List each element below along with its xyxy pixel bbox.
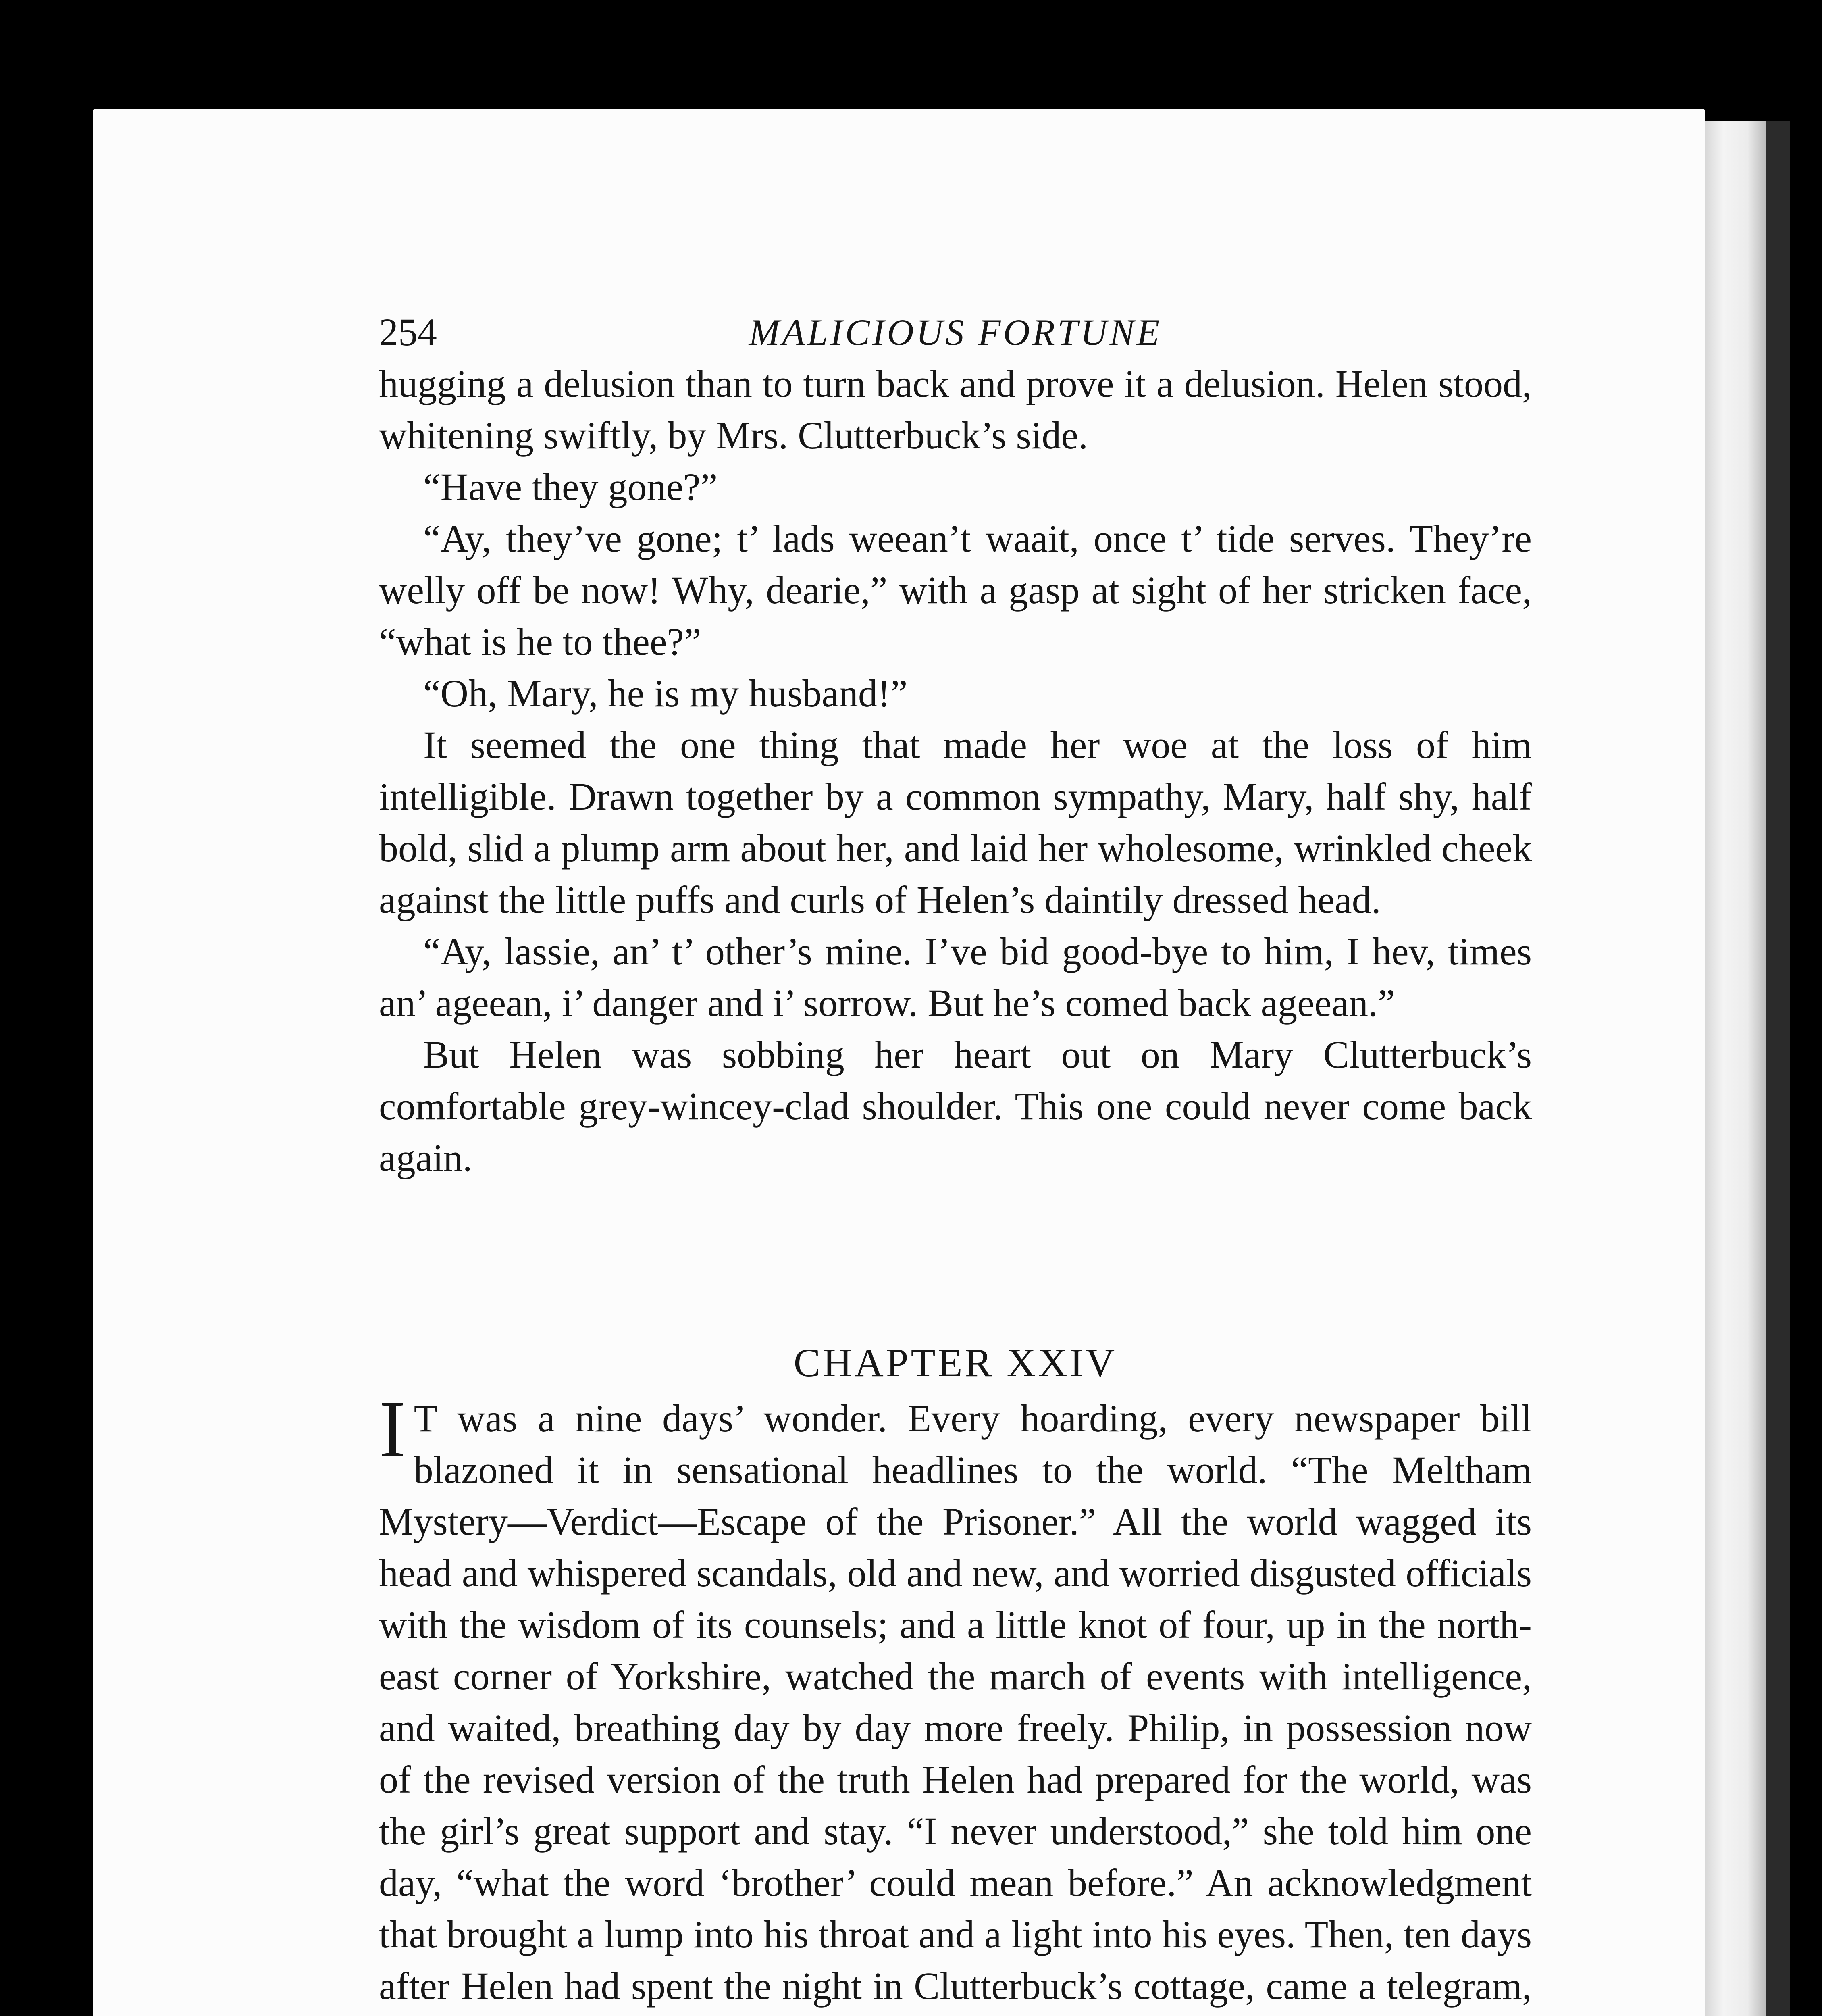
page-gutter-shadow <box>1705 121 1766 2016</box>
paragraph: “Oh, Mary, he is my husband!” <box>423 672 908 715</box>
paragraph: But Helen was sobbing her heart out on Mary Clutterbuck’s comfortable grey-wincey-clad shoulder. This one could never come back again. <box>379 1033 1532 1179</box>
page-number: 254 <box>379 310 437 354</box>
paragraph: “Ay, lassie, an’ t’ other’s mine. I’ve bid good-bye to him, I hev, times an’ ageean, i’ danger and i’ sorrow. But he’s comed back ageean.” <box>379 930 1532 1025</box>
running-head <box>379 306 1532 358</box>
running-title: MALICIOUS FORTUNE <box>749 312 1162 353</box>
page-edge <box>1766 121 1790 2016</box>
chapter-first-paragraph-text: T was a nine days’ wonder. Every hoarding, every newspaper bill blazoned it in sensational headlines to the world. “The Meltham Mystery—Verdict—Escape of the Prisoner.” All the world wagged its head and whispered scandals, old and new, and worried disgusted officials with the wisdom of its counsels; and a little knot of four, up in the north-east corner of Yorkshire, watched the march of events with intelligence, and waited, breathing day by day more freely. Philip, in possession now of the revised version of the truth Helen had prepared for the world, was the girl’s great support and stay. “I never understood,” she told him one day, “what the word ‘brother’ could mean before.” An acknowledgment that brought a lump into his throat and a light into his eyes. Then, ten days after Helen had spent the night in Clutterbuck’s cottage, came a telegram, <box>379 1397 1532 2008</box>
chapter-heading: CHAPTER XXIV <box>793 1340 1117 1385</box>
paragraph: It seemed the one thing that made her woe at the loss of him intelligible. Drawn together by a common sympathy, Mary, half shy, half bold, slid a plump arm about her, and laid her wholesome, wrinkled cheek against the little puffs and curls of Helen’s daintily dressed head. <box>379 723 1532 921</box>
drop-cap: I <box>379 1385 406 1474</box>
page-text-block <box>379 306 1532 2016</box>
chapter-first-paragraph <box>379 1385 1532 2016</box>
paragraph: “Have they gone?” <box>423 465 718 508</box>
paragraph: hugging a delusion than to turn back and prove it a delusion. Helen stood, whitening swiftly, by Mrs. Clutterbuck’s side. <box>379 362 1532 457</box>
paragraph: “Ay, they’ve gone; t’ lads weean’t waait, once t’ tide serves. They’re welly off be now! Why, dearie,” with a gasp at sight of her stricken face, “what is he to thee?” <box>379 517 1532 663</box>
